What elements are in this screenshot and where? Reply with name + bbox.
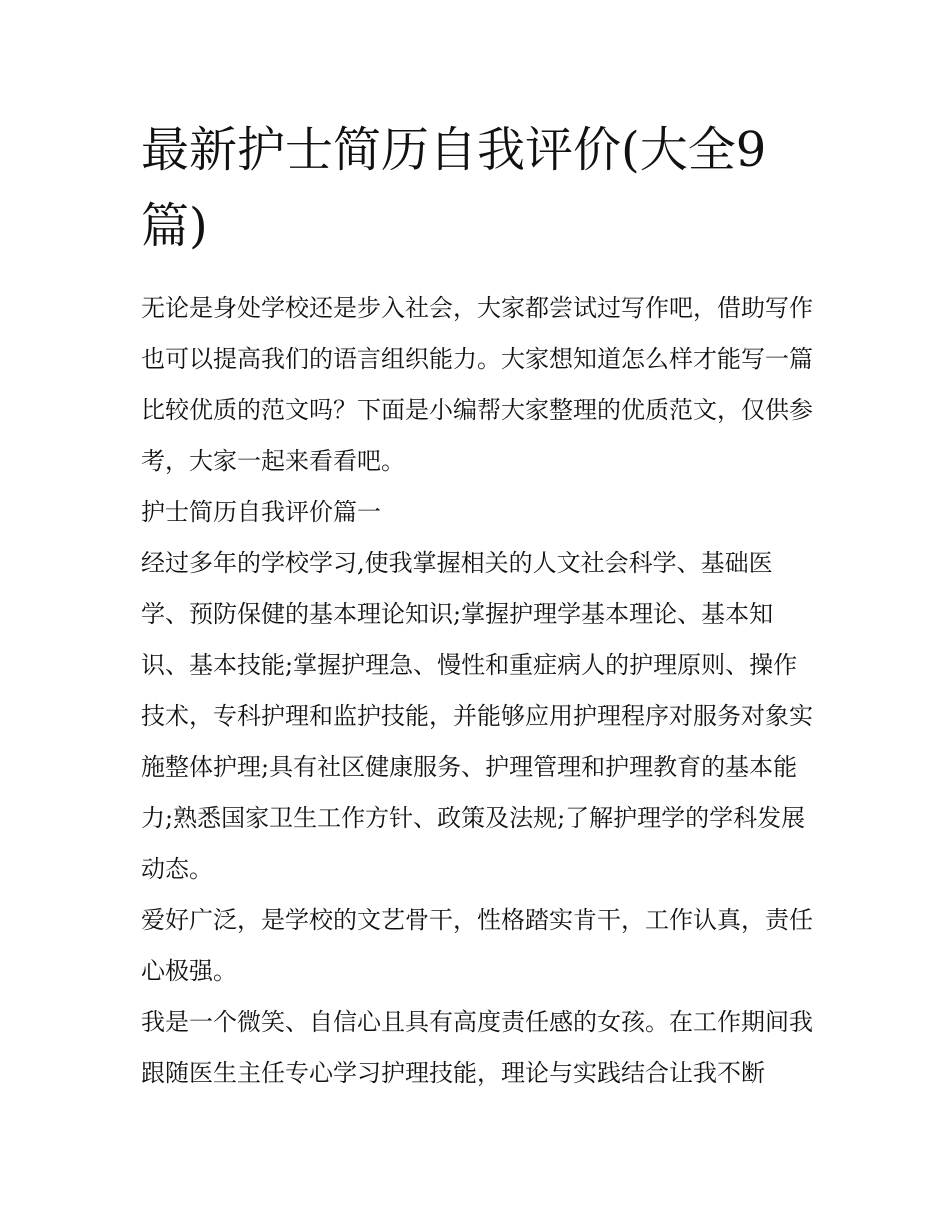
- body-paragraph: 我是一个微笑、自信心且具有高度责任感的女孩。在工作期间我跟随医生主任专心学习护理技能，理论与实践结合让我不断: [141, 1008, 813, 1087]
- document-page: [141, 112, 813, 1099]
- body-paragraph: 爱好广泛，是学校的文艺骨干，性格踏实肯干，工作认真，责任心极强。: [141, 906, 813, 985]
- section-heading: 护士简历自我评价篇一: [141, 498, 381, 526]
- body-paragraph: 经过多年的学校学习,使我掌握相关的人文社会科学、基础医学、预防保健的基本理论知识;掌握护理学基本理论、基本知识、基本技能;掌握护理急、慢性和重症病人的护理原则、操作技术，专科护理和监护技能，并能够应用护理程序对服务对象实施整体护理;具有社区健康服务、护理管理和护理教育的基本能力;熟悉国家卫生工作方针、政策及法规;了解护理学的学科发展动态。: [141, 549, 813, 883]
- document-body: [141, 283, 813, 1099]
- intro-paragraph: 无论是身处学校还是步入社会，大家都尝试过写作吧，借助写作也可以提高我们的语言组织能力。大家想知道怎么样才能写一篇比较优质的范文吗？下面是小编帮大家整理的优质范文，仅供参考，大家一起来看看吧。: [141, 294, 813, 475]
- document-title: 最新护士简历自我评价(大全9篇): [141, 122, 767, 254]
